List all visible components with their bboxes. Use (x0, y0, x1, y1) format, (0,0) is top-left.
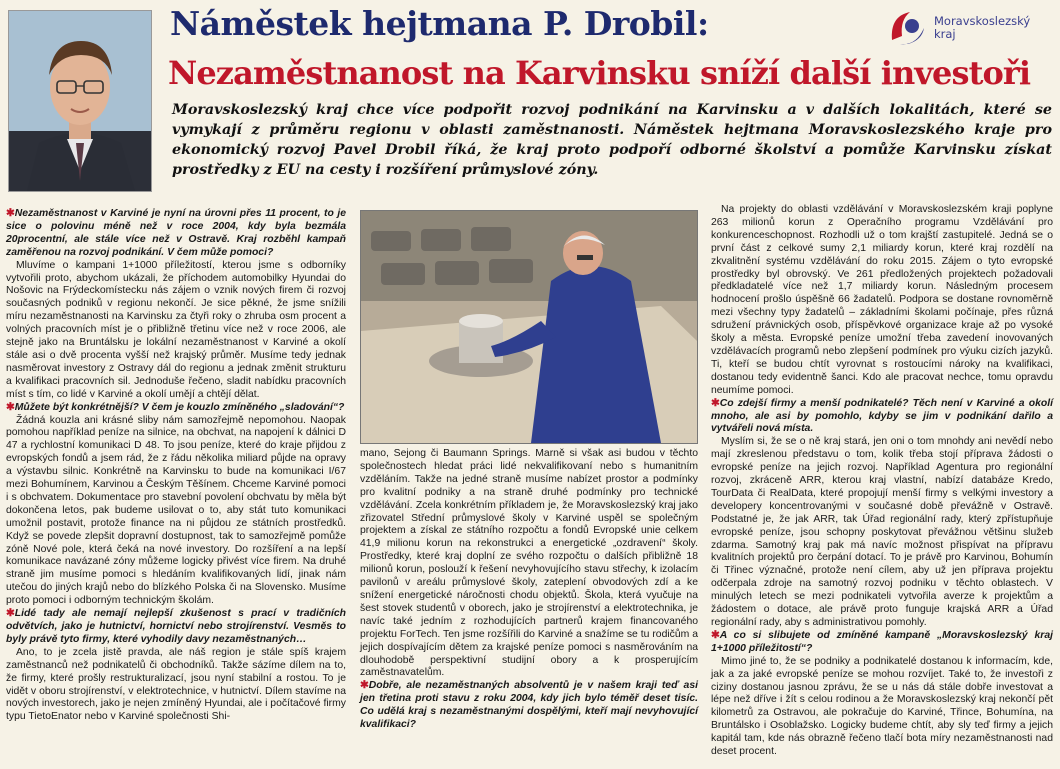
interview-question: ✱ Dobře, ale nezaměstnaných absolventů je v našem kraji teď asi jen třetina proti stavu z roku 2004, kdy jich bylo téměř deset tisíc. Co udělá kraj s nezaměstnanými dospělými, kteří mají nevyhovující kvalifikaci? (360, 680, 698, 732)
interview-answer: Myslím si, že se o ně kraj stará, jen oni o tom mnohdy ani nevědí nebo mají zkreslenou představu o tom, kolik třeba stojí příprava žádosti o evropské peníze na jejich rozvoj. Například Agentura pro regionální rozvoj, zkráceně ARR, kterou kraj vlastní, nabízí databáze Kredo, TourData či RealData, které propojují menší firmy s velkými investory a developery koncentrovanými v současné době převážně v Ostravě. Podstatné je, že jak ARR, tak Úřad regionální rady, který zpřístupňuje evropské peníze, jsou schopny poskytovat převážnou většinu služeb zdarma. Samotný kraj pak má navíc možnost přispívat na přípravu kvalitních projektů pro čerpání dotací. To je právě pro Karvinou, Bohumín či Třinec význačné, protože není cílem, aby už jen příprava projektu odčerpala zdroje na samotný rozvoj podniku v těchto oblastech. V minulých letech se mezi podnikateli vytvořila averze k projektům a žádostem o dotace, ale právě proto funguje krajská ARR a Úřad regionální rady, aby s administrativou pomohly. (711, 436, 1053, 628)
interview-answer: Mimo jiné to, že se podniky a podnikatelé dostanou k informacím, kde, jak a za jaké evropské peníze se mohou rozvíjet. Také to, že investoři z ciziny dostanou jasnou zprávu, že se u nás dá stále dobře investovat a lépe než dříve i žít s celou rodinou a že Moravskoslezský kraj nekončí pět kilometrů za Ostravou, ale pokračuje do Karviné, Třince, Bohumína, na Bruntálsko i Osoblažsko. Logicky budeme chtít, aby sly teď firmy a jejich kapitál tam, kde nás obrazně řečeno tlačí bota míry nezaměstnanosti nad deset procent. (711, 655, 1053, 758)
interview-answer: mano, Sejong či Baumann Springs. Marně si však asi budou v těchto společnostech hledat práci lidé nekvalifikovaní nebo s humanitním vzděláním. Takže na jedné straně musíme nabízet prostor a podmínky pro kvalitní podniky a na straně druhé podmínky pro technické vzdělávání. Zcela konkrétním příkladem je, že Moravskoslezský kraj jako zřizovatel Střední průmyslové školy v Karviné uspěl se společným projektem a získal ze státního rozpočtu a fondů Evropské unie celkem 41,9 milionu korun na rekonstrukci a energetické „ozdravení“ školy. Prostředky, které kraj doplní ze svého rozpočtu o dalších přibližně 18 milionů korun, poslouží k řešení nevyhovujícího stavu střechy, k izolacím pavilonů v areálu průmyslové školy, zateplení obvodových zdí a ke snížení energetické náročnosti chodu objektů. Škola, která vyučuje na šest stovek studentů v oborech, jako je strojírenství a elektrotechnika, je navíc také jedním z rozhodujících partnerů krajem financovaného projektu ForTech. Ten jsme rozšířili do Karviné a snažíme se tu rodičům a jejich dospívajícím dětem za krajské peníze pomoci s nasměrováním na dlouhodobě perspektivní studijní obory a k prosperujícím zaměstnavatelům. (360, 448, 698, 679)
interview-answer: Na projekty do oblasti vzdělávání v Moravskoslezském kraji poplyne 263 milionů korun z Operačního programu Vzdělávání pro konkurenceschopnost. Rozhodli už o tom krajští zastupitelé. Jedná se o první část z celkové sumy 2,1 miliardy korun, které kraj rozdělí na zkvalitnění systému vzdělávání do roku 2015. Zájem o tyto evropské prostředky byl obrovský. Ve 261 předložených projektech požadovali předkladatelé více než 1,7 miliardy korun. Následným procesem hodnocení prošlo úspěšně 66 žadatelů. Podpora se dostane rovnoměrně mezi všechny typy žadatelů – základními školami počínaje, přes různá sdružení právnických osob, příspěvkové organizace kraje až po vysoké školy a města. Evropské peníze umožní třeba zavedení inovovaných vzdělávacích programů nebo zlepšení podmínek pro výuku cizích jazyků. Ti, kteří se budou chtít vyrovnat s rostoucími nároky na kvalifikaci, dostanou tedy evidentně šanci. Kdo ale pracovat nechce, tomu opravdu neumíme pomoci. (711, 204, 1053, 396)
interview-answer: Mluvíme o kampani 1+1000 příležitostí, kterou jsme s odborníky vytvořili proto, abychom ukázali, že příchodem automobilky Hyundai do Nošovic na Frýdeckomístecku nás zájem o vznik nových firem či rozvoj současných podniků v regionu nekončí. Je sice pěkné, že jsme snížili míru nezaměstnanosti na Karvinsku za čtyři roky o zhruba osm procent a volných pracovních míst je o přibližně třetinu více než v roce 2006, ale stejně jako na Bruntálsku je lokální nezaměstnanost v Karviné a okolí stále asi o dvě procenta vyšší než krajský průměr. Musíme tedy jednak nasměrovat investory z Ostravy dál do regionu a jednak změnit strukturu a kvalifikaci pracovních sil. Jednoduše řečeno, sladit nabídku pracovních míst s tím, co lidé v Karviné a okolí umějí a chtějí dělat. (6, 259, 346, 400)
headline: Nezaměstnanost na Karvinsku sníží další investoři (168, 54, 1031, 92)
article-column-2 (360, 448, 698, 732)
interview-answer: Ano, to je zcela jistě pravda, ale náš region je stále spíš krajem zaměstnanců než podnikatelů či obchodníků. Takže sázíme dílem na to, že firmy, které prošly restrukturalizací, jsou nyní stabilní a rostou. To je vidět v oboru strojírenství, v elektrotechnice, v hutnictví. Dílem stavíme na nových investorech, jako je nejen zmíněný Hyundai, ale i počítačové firmy typu TietoEnator nebo v Karviné společnosti Shi- (6, 646, 346, 723)
article-column-3 (711, 204, 1053, 759)
article-column-1 (6, 208, 346, 724)
interview-question: ✱ Můžete být konkrétnější? V čem je kouzlo zmíněného „sladování“? (6, 402, 346, 415)
portrait-illustration (9, 11, 151, 191)
logo-line-2: kraj (934, 27, 956, 41)
interview-question: ✱ Nezaměstnanost v Karviné je nyní na úrovni přes 11 procent, to je sice o polovinu méně než v roce 2004, kdy byla bezmála 20procentní, ale stále více než v Ostravě. Kraj rozběhl kampaň zaměřenou na rozvoj podnikání. V čem může pomoci? (6, 208, 346, 260)
logo-line-1: Moravskoslezský (934, 14, 1031, 28)
worker-machining-photo (361, 211, 697, 443)
portrait-photo (8, 10, 152, 192)
lead-paragraph: Moravskoslezský kraj chce více podpořit rozvoj podnikání na Karvinsku a v dalších lokalitách, které se vymykají z průměru regionu v oblasti zaměstnanosti. Náměstek hejtmana Moravskoslezského kraje pro ekonomický rozvoj Pavel Drobil říká, že kraj proto podpoří odborné školství a pomůže Karvinsku získat prostředky z EU na cesty i rozšíření průmyslové zóny. (172, 102, 1052, 178)
region-logo-icon (886, 6, 930, 50)
article-photo (360, 210, 698, 444)
region-logo-text (934, 15, 1054, 41)
interview-answer: Žádná kouzla ani krásné sliby nám samozřejmě nepomohou. Naopak pomohou například peníze na silnice, na obchvat, na napojení k dálnici D 47 a rychlostní komunikaci D 48. To jsou peníze, které do kraje přijdou z evropských fondů a jsem rád, že z řádu několika miliard půjde na opravy a výstavbu silnic. Konkrétně na Karvinsku to bude na komunikaci I/67 mezi Bohumínem, Karvinou a Českým Těšínem. Chceme Karviné pomoci i s obchvatem. Dokumentace pro stavební povolení obchvatu by měla být dokončena letos, pak budeme usilovat o to, aby stát tuto komunikaci umožnil postavit, protože finance na ni půjdou ze státních prostředků. Když se povede zlepšit dopravní dostupnost, tak to samozřejmě pomůže zóně Nové pole, která čeká na nové investory. Do rozšíření a na lepší komunikace navázané zóny můžeme logicky přivést více firem. Na druhé straně jim musíme pomoci s hledáním kvalifikovaných lidí, jinak nám utečou do jiných krajů nebo do blízkého Polska či na Slovensko. Musíme proto pomoci i odborným technickým školám. (6, 414, 346, 607)
interview-question: ✱ Co zdejší firmy a menší podnikatelé? Těch není v Karviné a okolí mnoho, ale asi by pomohlo, kdyby se jim v podnikání dařilo a vytvářeli nová místa. (711, 398, 1053, 437)
kicker-title: Náměstek hejtmana P. Drobil: (170, 4, 709, 43)
region-logo (886, 6, 1056, 54)
interview-question: ✱ Lidé tady ale nemají nejlepší zkušenost s prací v tradičních odvětvích, jako je hutnictví, hornictví nebo strojírenství. Vesměs to byly právě tyto firmy, které vyhodily davy nezaměstnaných… (6, 608, 346, 647)
interview-question: ✱ A co si slibujete od zmíněné kampaně „Moravskoslezský kraj 1+1000 příležitostí“? (711, 630, 1053, 656)
